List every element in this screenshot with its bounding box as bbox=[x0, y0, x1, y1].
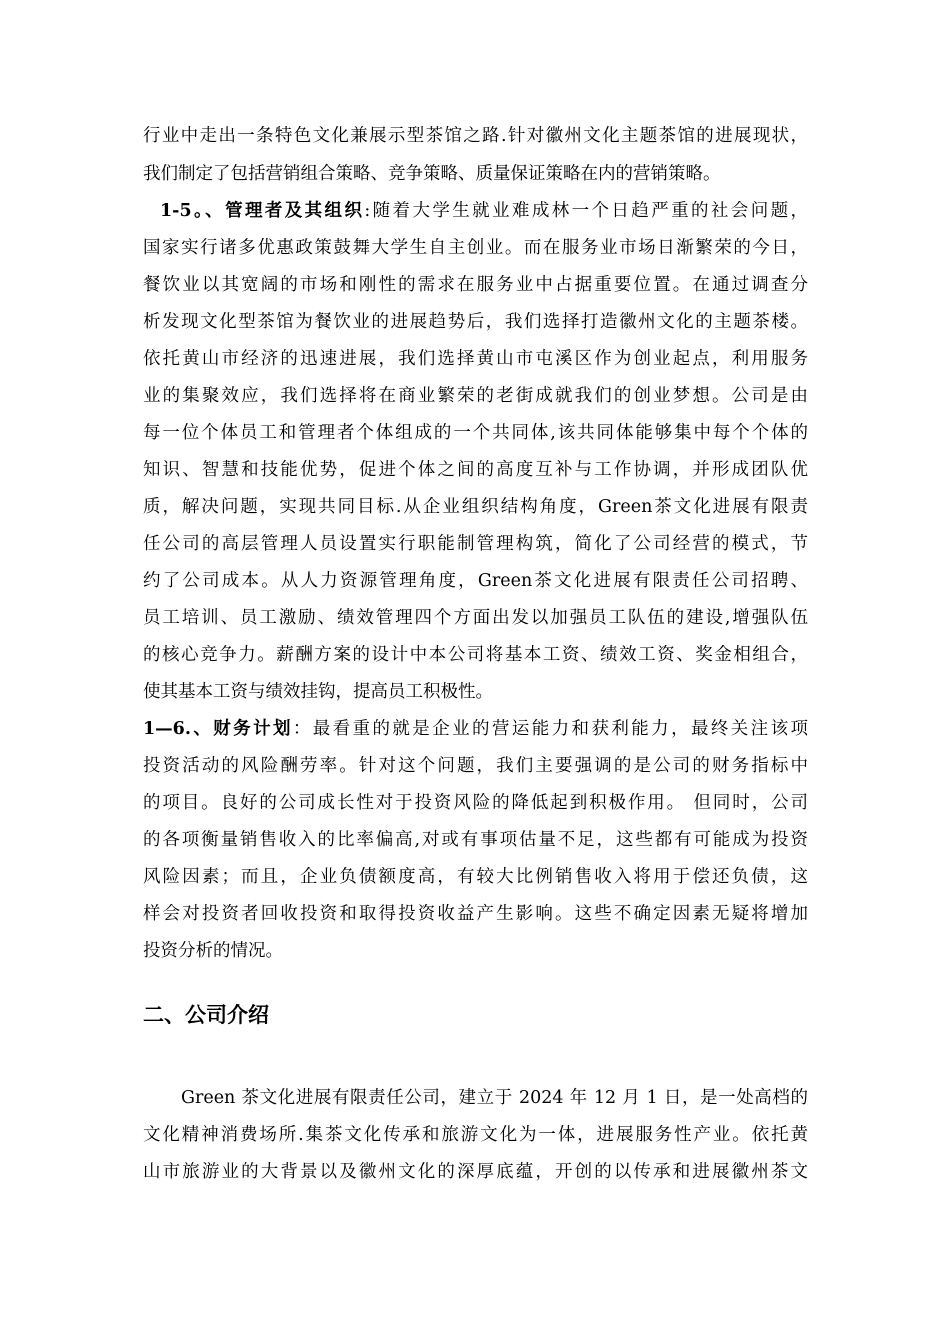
paragraph-line: 文化精神消费场所.集茶文化传承和旅游文化为一体，进展服务性产业。依托黄 bbox=[143, 1125, 808, 1145]
paragraph-line: 依托黄山市经济的迅速进展，我们选择黄山市屯溪区作为创业起点，利用服务 bbox=[143, 349, 808, 369]
paragraph-line: 任公司的高层管理人员设置实行职能制管理构筑，简化了公司经营的模式，节 bbox=[143, 534, 808, 554]
paragraph-line: 使其基本工资与绩效挂钩，提高员工积极性。 bbox=[143, 682, 493, 702]
section-1-5-number: 1-5。 bbox=[160, 201, 206, 221]
paragraph-line: 投资分析的情况。 bbox=[143, 941, 283, 961]
section-2-heading: 二、公司介绍 bbox=[143, 1002, 269, 1027]
paragraph-line: 风险因素；而且，企业负债额度高，有较大比例销售收入将用于偿还负债，这 bbox=[143, 867, 808, 887]
paragraph-line: 的各项衡量销售收入的比率偏高,对或有事项估量不足，这些都有可能成为投资 bbox=[143, 830, 808, 850]
paragraph-line: 析发现文化型茶馆为餐饮业的进展趋势后，我们选择打造徽州文化的主题茶楼。 bbox=[143, 312, 808, 332]
paragraph-line: 约了公司成本。从人力资源管理角度，Green茶文化进展有限责任公司招聘、 bbox=[143, 571, 808, 591]
paragraph-line: 的项目。良好的公司成长性对于投资风险的降低起到积极作用。 但同时，公司 bbox=[143, 793, 808, 813]
paragraph-line: 知识、智慧和技能优势，促进个体之间的高度互补与工作协调，并形成团队优 bbox=[143, 460, 808, 480]
paragraph-line: 山市旅游业的大背景以及徽州文化的深厚底蕴，开创的以传承和进展徽州茶文 bbox=[143, 1162, 808, 1182]
paragraph-line: 国家实行诸多优惠政策鼓舞大学生自主创业。而在服务业市场日渐繁荣的今日， bbox=[143, 238, 808, 258]
paragraph-line: 业的集聚效应，我们选择将在商业繁荣的老街成就我们的创业梦想。公司是由 bbox=[143, 386, 808, 406]
paragraph-line: 我们制定了包括营销组合策略、竞争策略、质量保证策略在内的营销策略。 bbox=[143, 164, 721, 184]
paragraph-line: 每一位个体员工和管理者个体组成的一个共同体,该共同体能够集中每个个体的 bbox=[143, 423, 808, 443]
paragraph-line: 投资活动的风险酬劳率。针对这个问题，我们主要强调的是公司的财务指标中 bbox=[143, 756, 808, 776]
paragraph-line: 行业中走出一条特色文化兼展示型茶馆之路.针对徽州文化主题茶馆的进展现状， bbox=[143, 126, 808, 146]
section-1-6-first-line bbox=[143, 717, 808, 741]
paragraph-line: 餐饮业以其宽阔的市场和刚性的需求在服务业中占据重要位置。在通过调查分 bbox=[143, 275, 808, 295]
paragraph-line: Green 茶文化进展有限责任公司，建立于 2024 年 12 月 1 日，是一处高档的 bbox=[181, 1088, 808, 1108]
paragraph-line: 样会对投资者回收投资和取得投资收益产生影响。这些不确定因素无疑将增加 bbox=[143, 904, 808, 924]
section-1-6-heading: 1—6.、财务计划 bbox=[143, 719, 293, 739]
section-1-5-intro: :随着大学生就业难成林一个日趋严重的社会问题， bbox=[364, 201, 808, 221]
paragraph-line: 员工培训、员工激励、绩效管理四个方面出发以加强员工队伍的建设,增强队伍 bbox=[143, 608, 808, 628]
section-1-5-first-line bbox=[160, 199, 808, 223]
paragraph-line: 质，解决问题，实现共同目标.从企业组织结构角度，Green茶文化进展有限责 bbox=[143, 497, 808, 517]
section-1-5-heading: 、管理者及其组织 bbox=[205, 201, 365, 221]
section-1-6-intro: ：最看重的就是企业的营运能力和获利能力，最终关注该项 bbox=[292, 719, 808, 739]
paragraph-line: 的核心竞争力。薪酬方案的设计中本公司将基本工资、绩效工资、奖金相组合， bbox=[143, 645, 808, 665]
